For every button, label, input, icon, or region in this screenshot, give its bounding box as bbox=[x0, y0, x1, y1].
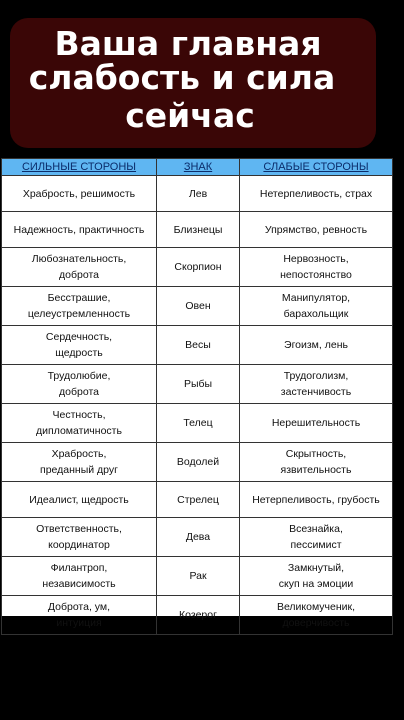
strength-cell: Доброта, ум, интуиция bbox=[2, 596, 157, 635]
sign-cell: Телец bbox=[157, 404, 240, 443]
table-header-row bbox=[2, 159, 393, 176]
title-line-1: Ваша главная bbox=[54, 24, 322, 63]
table-row bbox=[2, 518, 393, 557]
weakness-cell: Замкнутый, скуп на эмоции bbox=[240, 557, 393, 596]
strength-cell: Идеалист, щедрость bbox=[2, 482, 157, 518]
strength-cell: Филантроп, независимость bbox=[2, 557, 157, 596]
table-row bbox=[2, 596, 393, 635]
strength-cell: Храбрость, решимость bbox=[2, 176, 157, 212]
weakness-cell: Эгоизм, лень bbox=[240, 326, 393, 365]
strength-cell: Бесстрашие, целеустремленность bbox=[2, 287, 157, 326]
table-row bbox=[2, 443, 393, 482]
table-row bbox=[2, 176, 393, 212]
table-row bbox=[2, 404, 393, 443]
sign-cell: Лев bbox=[157, 176, 240, 212]
sign-cell: Рак bbox=[157, 557, 240, 596]
weakness-cell: Манипулятор, барахольщик bbox=[240, 287, 393, 326]
weakness-cell: Скрытность, язвительность bbox=[240, 443, 393, 482]
table-row bbox=[2, 326, 393, 365]
title-line-3: сейчас bbox=[125, 96, 255, 135]
weakness-cell: Нетерпеливость, страх bbox=[240, 176, 393, 212]
strength-cell: Сердечность, щедрость bbox=[2, 326, 157, 365]
sign-cell: Рыбы bbox=[157, 365, 240, 404]
table-row bbox=[2, 248, 393, 287]
weakness-cell: Нерешительность bbox=[240, 404, 393, 443]
strength-cell: Любознательность, доброта bbox=[2, 248, 157, 287]
header-weaknesses: СЛАБЫЕ СТОРОНЫ bbox=[240, 159, 393, 176]
zodiac-table bbox=[1, 158, 392, 629]
sign-cell: Овен bbox=[157, 287, 240, 326]
title-line-2: слабость и сила bbox=[28, 58, 336, 97]
table-row bbox=[2, 212, 393, 248]
table-row bbox=[2, 287, 393, 326]
strength-cell: Надежность, практичность bbox=[2, 212, 157, 248]
weakness-cell: Великомученик, доверчивость bbox=[240, 596, 393, 635]
sign-cell: Дева bbox=[157, 518, 240, 557]
strength-cell: Храбрость, преданный друг bbox=[2, 443, 157, 482]
header-strengths: СИЛЬНЫЕ СТОРОНЫ bbox=[2, 159, 157, 176]
weakness-cell: Упрямство, ревность bbox=[240, 212, 393, 248]
weakness-cell: Нетерпеливость, грубость bbox=[240, 482, 393, 518]
weakness-cell: Трудоголизм, застенчивость bbox=[240, 365, 393, 404]
sign-cell: Стрелец bbox=[157, 482, 240, 518]
header-sign: ЗНАК bbox=[157, 159, 240, 176]
table-row bbox=[2, 365, 393, 404]
sign-cell: Скорпион bbox=[157, 248, 240, 287]
table-row bbox=[2, 482, 393, 518]
weakness-cell: Всезнайка, пессимист bbox=[240, 518, 393, 557]
sign-cell: Водолей bbox=[157, 443, 240, 482]
sign-cell: Близнецы bbox=[157, 212, 240, 248]
strength-cell: Ответственность, координатор bbox=[2, 518, 157, 557]
strength-cell: Трудолюбие, доброта bbox=[2, 365, 157, 404]
strength-cell: Честность, дипломатичность bbox=[2, 404, 157, 443]
sign-cell: Козерог bbox=[157, 596, 240, 635]
table-row bbox=[2, 557, 393, 596]
weakness-cell: Нервозность, непостоянство bbox=[240, 248, 393, 287]
sign-cell: Весы bbox=[157, 326, 240, 365]
